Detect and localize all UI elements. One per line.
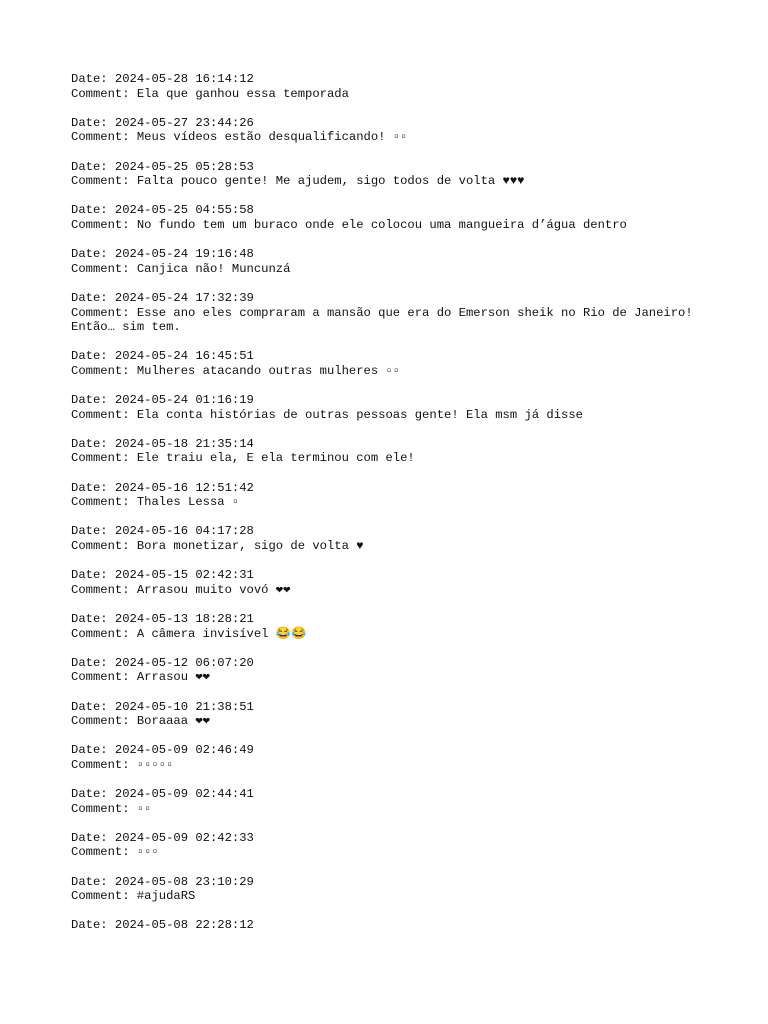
comment-line xyxy=(71,218,731,233)
date-label: Date: xyxy=(71,247,115,262)
date-line xyxy=(71,160,731,175)
comment-entry xyxy=(71,72,731,101)
comment-text: Boraaaa ❤❤ xyxy=(136,714,211,729)
date-value: 2024-05-12 06:07:20 xyxy=(114,655,254,670)
date-label: Date: xyxy=(71,72,115,86)
comment-text: Ele traiu ela, E ela terminou com ele! xyxy=(136,451,415,466)
date-label: Date: xyxy=(71,743,115,758)
comment-text: No fundo tem um buraco onde ele colocou uma mangueira d’água dentro xyxy=(136,217,627,232)
comment-entry xyxy=(71,612,731,641)
comment-line xyxy=(71,670,731,685)
comment-line xyxy=(71,130,731,145)
comment-entry xyxy=(71,524,731,553)
comment-text: ▫▫▫ xyxy=(136,845,159,860)
comment-label: Comment: xyxy=(71,451,137,466)
comment-entry xyxy=(71,831,731,860)
comment-label: Comment: xyxy=(71,801,137,816)
date-value: 2024-05-28 16:14:12 xyxy=(114,72,254,86)
date-value: 2024-05-24 17:32:39 xyxy=(114,290,254,305)
date-label: Date: xyxy=(71,655,115,670)
date-label: Date: xyxy=(71,436,115,451)
date-label: Date: xyxy=(71,611,115,626)
comment-label: Comment: xyxy=(71,845,137,860)
date-line xyxy=(71,481,731,496)
date-line xyxy=(71,349,731,364)
date-value: 2024-05-24 01:16:19 xyxy=(114,393,254,408)
date-value: 2024-05-15 02:42:31 xyxy=(114,568,254,583)
date-value: 2024-05-27 23:44:26 xyxy=(114,115,254,130)
date-label: Date: xyxy=(71,830,115,845)
date-value: 2024-05-16 12:51:42 xyxy=(114,480,254,495)
comment-label: Comment: xyxy=(71,86,137,101)
comment-entry xyxy=(71,568,731,597)
comment-entry xyxy=(71,656,731,685)
comment-label: Comment: xyxy=(71,582,137,597)
comment-text: Thales Lessa ▫ xyxy=(136,495,240,510)
comment-line xyxy=(71,802,731,817)
date-value: 2024-05-25 05:28:53 xyxy=(114,159,254,174)
comment-entry xyxy=(71,875,731,904)
comment-line xyxy=(71,627,731,642)
comment-line xyxy=(71,262,731,277)
comment-text: Meus vídeos estão desqualificando! ▫▫ xyxy=(136,130,408,145)
date-label: Date: xyxy=(71,524,115,539)
comment-line xyxy=(71,306,731,335)
comment-line xyxy=(71,583,731,598)
date-line xyxy=(71,568,731,583)
date-line xyxy=(71,116,731,131)
comment-label: Comment: xyxy=(71,363,137,378)
date-line xyxy=(71,700,731,715)
date-label: Date: xyxy=(71,203,115,218)
date-label: Date: xyxy=(71,115,115,130)
comment-label: Comment: xyxy=(71,407,137,422)
comment-label: Comment: xyxy=(71,174,137,189)
comment-label: Comment: xyxy=(71,714,137,729)
comment-entry xyxy=(71,481,731,510)
comment-log xyxy=(71,72,731,948)
date-value: 2024-05-08 22:28:12 xyxy=(114,918,254,933)
date-label: Date: xyxy=(71,159,115,174)
comment-text: Arrasou ❤❤ xyxy=(136,670,211,685)
date-value: 2024-05-18 21:35:14 xyxy=(114,436,254,451)
date-value: 2024-05-08 23:10:29 xyxy=(114,874,254,889)
comment-label: Comment: xyxy=(71,670,137,685)
date-label: Date: xyxy=(71,349,115,364)
date-value: 2024-05-24 16:45:51 xyxy=(114,349,254,364)
comment-line xyxy=(71,495,731,510)
date-label: Date: xyxy=(71,290,115,305)
comment-label: Comment: xyxy=(71,889,137,904)
comment-entry xyxy=(71,787,731,816)
comment-line xyxy=(71,364,731,379)
comment-label: Comment: xyxy=(71,261,137,276)
comment-entry xyxy=(71,743,731,772)
date-value: 2024-05-10 21:38:51 xyxy=(114,699,254,714)
comment-line xyxy=(71,758,731,773)
comment-text: Bora monetizar, sigo de volta ♥ xyxy=(136,539,364,553)
comment-text: Arrasou muito vovó ❤❤ xyxy=(136,582,291,597)
comment-entry xyxy=(71,291,731,335)
comment-entry xyxy=(71,247,731,276)
comment-entry xyxy=(71,918,731,933)
date-label: Date: xyxy=(71,874,115,889)
date-label: Date: xyxy=(71,787,115,802)
comment-text: #ajudaRS xyxy=(136,889,196,904)
comment-line xyxy=(71,845,731,860)
comment-entry xyxy=(71,203,731,232)
comment-label: Comment: xyxy=(71,305,137,320)
comment-label: Comment: xyxy=(71,757,137,772)
date-line xyxy=(71,875,731,890)
comment-line xyxy=(71,889,731,904)
date-value: 2024-05-09 02:46:49 xyxy=(114,743,254,758)
date-label: Date: xyxy=(71,918,115,933)
comment-entry xyxy=(71,349,731,378)
comment-entry xyxy=(71,116,731,145)
date-label: Date: xyxy=(71,393,115,408)
comment-text: Ela conta histórias de outras pessoas gente! Ela msm já disse xyxy=(136,407,583,422)
comment-text: Canjica não! Muncunzá xyxy=(136,261,291,276)
comment-label: Comment: xyxy=(71,130,137,145)
comment-entry xyxy=(71,700,731,729)
date-line xyxy=(71,743,731,758)
comment-label: Comment: xyxy=(71,495,137,510)
date-label: Date: xyxy=(71,568,115,583)
comment-line xyxy=(71,174,731,189)
date-label: Date: xyxy=(71,480,115,495)
comment-label: Comment: xyxy=(71,539,137,553)
comment-entry xyxy=(71,393,731,422)
comment-text: Esse ano eles compraram a mansão que era do Emerson sheik no Rio de Janeiro! Então… sim tem. xyxy=(71,305,700,335)
date-line xyxy=(71,656,731,671)
date-value: 2024-05-24 19:16:48 xyxy=(114,247,254,262)
comment-line xyxy=(71,539,731,554)
date-line xyxy=(71,393,731,408)
date-line xyxy=(71,918,731,933)
date-line xyxy=(71,612,731,627)
date-line xyxy=(71,247,731,262)
comment-text: ▫▫ xyxy=(136,801,152,816)
date-line xyxy=(71,203,731,218)
comment-entry xyxy=(71,437,731,466)
comment-line xyxy=(71,408,731,423)
comment-line xyxy=(71,87,731,102)
date-line xyxy=(71,524,731,539)
date-line xyxy=(71,437,731,452)
comment-text: Falta pouco gente! Me ajudem, sigo todos de volta ♥♥♥ xyxy=(136,174,525,189)
comment-text: ▫▫▫▫▫ xyxy=(136,757,174,772)
comment-line xyxy=(71,714,731,729)
comment-label: Comment: xyxy=(71,217,137,232)
comment-line xyxy=(71,451,731,466)
date-value: 2024-05-16 04:17:28 xyxy=(114,524,254,539)
date-value: 2024-05-09 02:42:33 xyxy=(114,830,254,845)
date-line xyxy=(71,291,731,306)
comment-text: Ela que ganhou essa temporada xyxy=(136,86,349,101)
date-line xyxy=(71,787,731,802)
date-value: 2024-05-13 18:28:21 xyxy=(114,611,254,626)
date-line xyxy=(71,831,731,846)
comment-text: Mulheres atacando outras mulheres ▫▫ xyxy=(136,363,401,378)
comment-text: A câmera invisível 😂😂 xyxy=(136,626,307,641)
date-line xyxy=(71,72,731,87)
comment-entry xyxy=(71,160,731,189)
date-value: 2024-05-25 04:55:58 xyxy=(114,203,254,218)
date-value: 2024-05-09 02:44:41 xyxy=(114,787,254,802)
date-label: Date: xyxy=(71,699,115,714)
comment-label: Comment: xyxy=(71,626,137,641)
